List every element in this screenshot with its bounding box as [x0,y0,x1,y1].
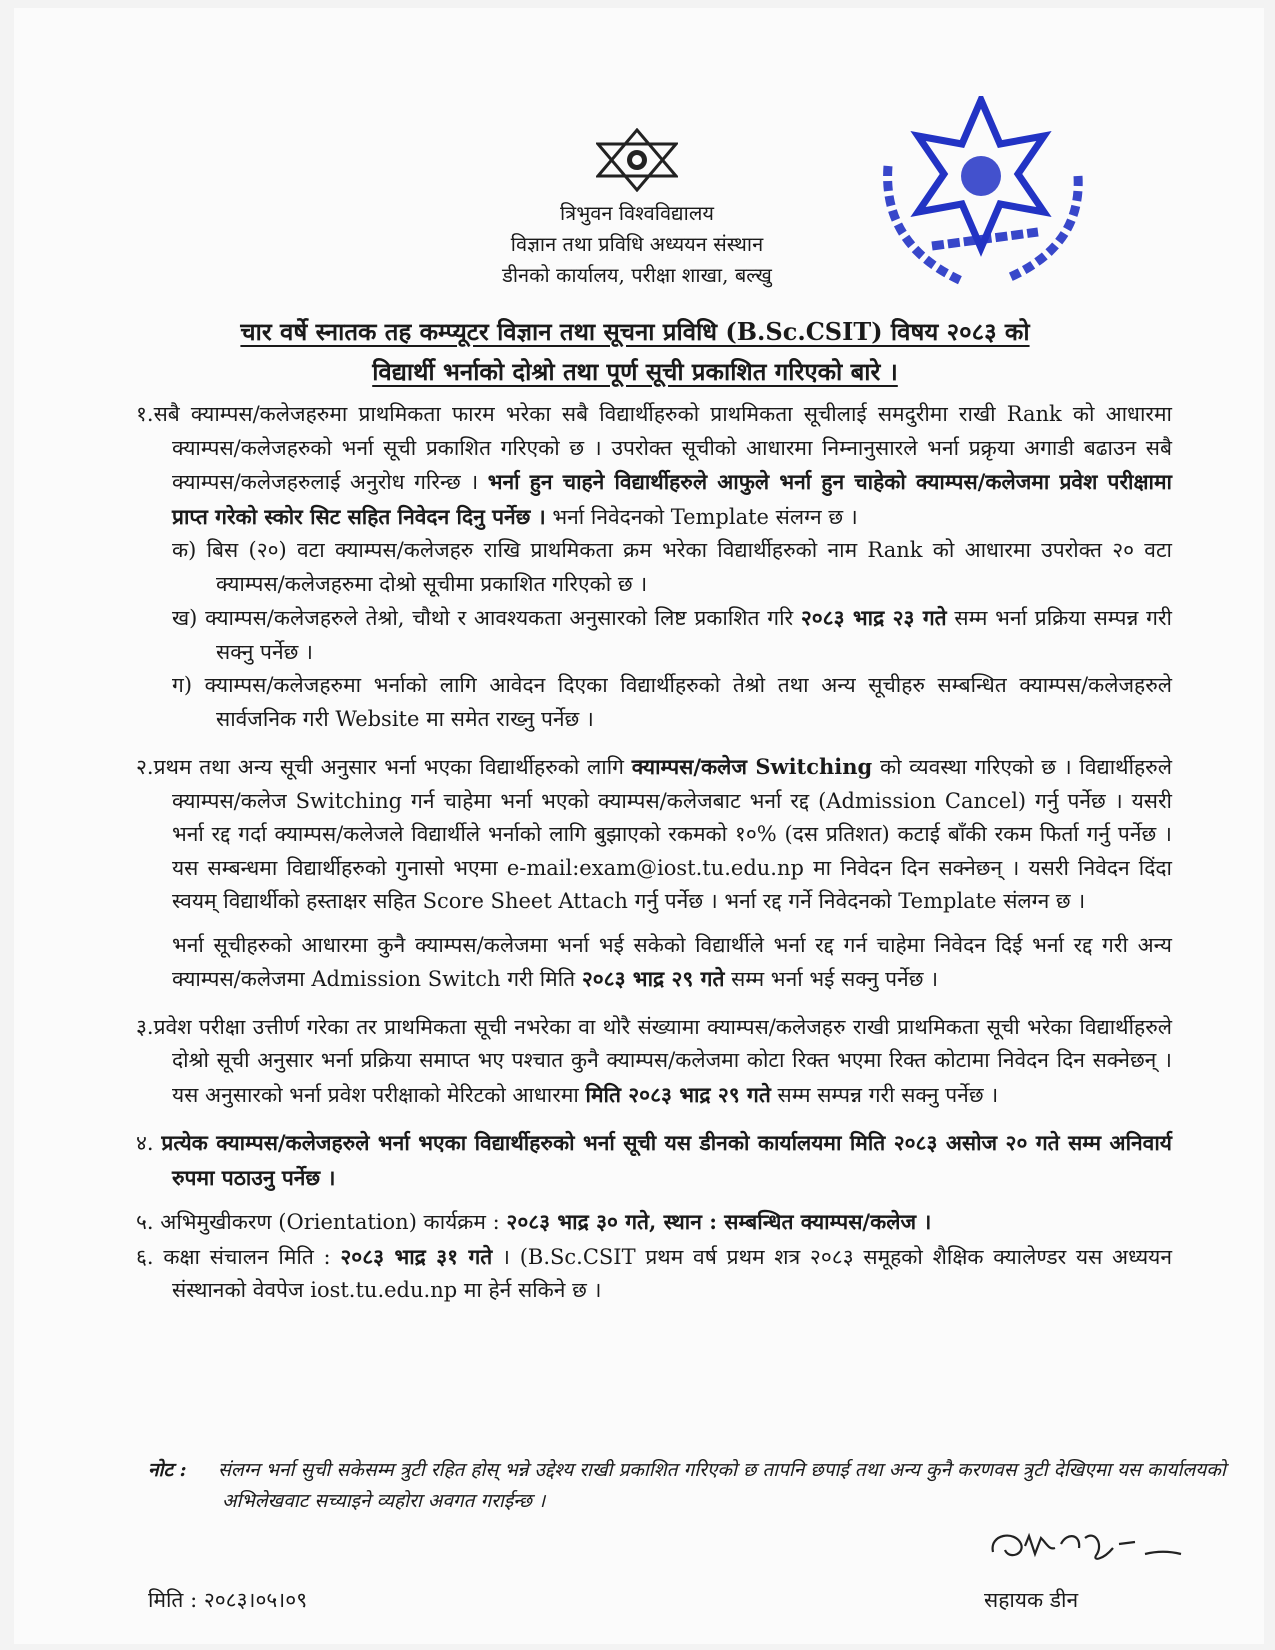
footnote [148,1455,1252,1517]
point-number: ५. [136,1210,154,1234]
handwritten-signature [985,1514,1185,1584]
title-line-2: विद्यार्थी भर्नाको दोश्रो तथा पूर्ण सूची प्रकाशित गरिएको बारे । [372,357,898,386]
point-4 [136,1126,1172,1195]
office-name: डीनको कार्यालय, परीक्षा शाखा, बल्खु [502,263,772,287]
institute-name: विज्ञान तथा प्रविधि अध्ययन संस्थान [510,232,764,256]
point-text: प्रवेश परीक्षा उत्तीर्ण गरेका तर प्राथमिकता सूची नभरेका वा थोरै संख्यामा क्याम्पस/कलेजहरु राखी प्राथमिकता सूची भरेका विद्यार्थीहरुले दोश्रो सूची अनुसार भर्ना प्रक्रिया समाप्त भए पश्चात कुनै क्याम्पस/कलेजमा कोटा रिक्त भएमा रिक्त कोटामा निवेदन दिन सक्नेछन् । यस अनुसारको भर्ना प्रवेश परीक्षाको मेरिटको आधारमा [153,1014,1172,1107]
point-text-tail: । (B.Sc.CSIT प्रथम वर्ष प्रथम शत्र २०८३ समूहको शैक्षिक क्यालेण्डर यस अध्ययन संस्थानको वेवपेज iost.tu.edu.np मा हेर्न सकिने छ । [172,1244,1172,1302]
point-emphasis: प्रत्येक क्याम्पस/कलेजहरुले भर्ना भएका विद्यार्थीहरुको भर्ना सूची यस डीनको कार्यालयमा मिति २०८३ असोज २० गते सम्म अनिवार्य रुपमा पठाउनु पर्नेछ । [161,1130,1172,1190]
note-text: संलग्न भर्ना सुची सकेसम्म त्रुटी रहित होस् भन्ने उद्देश्य राखी प्रकाशित गरिएको छ तापनि छपाई तथा अन्य कुनै करणवस त्रुटी देखिएमा यस कार्यालयको अभिलेखवाट सच्याइने व्यहोरा अवगत गराईन्छ । [218,1459,1226,1512]
point-2-continuation [136,929,1172,997]
sub-label: ख) [172,606,198,630]
point-5 [136,1205,1172,1240]
point-number: ३. [136,1014,154,1039]
point-text-tail: सम्म भर्ना भई सक्नु पर्नेछ । [724,967,939,991]
deadline-date: मिति २०८३ भाद्र २९ गते [585,1081,771,1107]
sub-text: क्याम्पस/कलेजहरुमा भर्नाको लागि आवेदन दिएका विद्यार्थीहरुको तेश्रो तथा अन्य सूचीहरु सम्बन्धित क्याम्पस/कलेजहरुले सार्वजनिक गरी Website मा समेत राख्नु पर्नेछ । [204,673,1172,731]
university-logo-icon [596,128,678,192]
point-emphasis: भर्ना हुन चाहने विद्यार्थीहरुले आफुले भर्ना हुन चाहेको क्याम्पस/कलेजमा प्रवेश परीक्षामा प्राप्त गरेको स्कोर सिट सहित निवेदन दिनु पर्नेछ । [172,469,1172,529]
point-6 [136,1240,1172,1308]
point-number: ६. [136,1244,154,1269]
institution-header [360,198,914,291]
point-number: ४. [136,1131,154,1155]
title-line-1: चार वर्षे स्नातक तह कम्प्यूटर विज्ञान तथा सूचना प्रविधि (B.Sc.CSIT) विषय २०८३ को [240,317,1030,346]
point-1a [136,534,1172,601]
note-label: नोट : [148,1459,187,1481]
sub-text: बिस (२०) वटा क्याम्पस/कलेजहरु राखि प्राथमिकता क्रम भरेका विद्यार्थीहरुको नाम Rank को आधारमा उपरोक्त २० वटा क्याम्पस/कलेजहरुमा दोश्रो सूचीमा प्रकाशित गरिएको छ । [206,538,1172,596]
issue-date: मिति : २०८३।०५।०९ [148,1588,308,1612]
point-text: भर्ना सूचीहरुको आधारमा कुनै क्याम्पस/कलेजमा भर्ना भई सकेको विद्यार्थीले भर्ना रद्द गर्न चाहेमा निवेदन दिई भर्ना रद्द गरी अन्य क्याम्पस/कलेजमा Admission Switch गरी मिति [172,932,1172,991]
point-text: कक्षा संचालन मिति : [163,1244,341,1269]
sub-label: क) [172,538,197,562]
point-number: १. [136,402,154,426]
sub-label: ग) [172,673,193,697]
point-text: प्रथम तथा अन्य सूची अनुसार भर्ना भएका विद्यार्थीहरुको लागि [153,755,632,779]
point-text: सबै क्याम्पस/कलेजहरुमा प्राथमिकता फारम भरेका सबै विद्यार्थीहरुको प्राथमिकता सूचीलाई समदुरीमा राखी Rank को आधारमा क्याम्पस/कलेजहरुको भर्ना सूची प्रकाशित गरिएको छ । उपरोक्त सूचीको आधारमा निम्नानुसारले भर्ना प्रक्रृया अगाडी बढाउन सबै क्याम्पस/कलेजहरुलाई अनुरोध गरिन्छ । [153,402,1172,494]
sub-text-tail: सम्म भर्ना प्रक्रिया सम्पन्न गरी सक्नु पर्नेछ । [216,606,1172,664]
signer-title: सहायक डीन [984,1588,1079,1612]
point-emphasis: क्याम्पस/कलेज Switching [631,754,873,779]
orientation-date: २०८३ भाद्र ३० गते, स्थान : सम्बन्धित क्याम्पस/कलेज । [506,1209,932,1234]
point-1b [136,601,1172,669]
point-text: अभिमुखीकरण (Orientation) कार्यक्रम : [160,1210,507,1234]
class-start-date: २०८३ भाद्र ३१ गते [340,1243,493,1269]
deadline-date: २०८३ भाद्र २९ गते [581,966,725,991]
point-text-tail: सम्म सम्पन्न गरी सक्नु पर्नेछ । [770,1082,999,1107]
point-number: २. [136,755,154,779]
notice-title [150,312,1120,392]
sub-text: क्याम्पस/कलेजहरुले तेश्रो, चौथो र आवश्यकता अनुसारको लिष्ट प्रकाशित गरि [205,606,801,630]
notice-body [136,398,1172,1308]
point-1c [136,669,1172,736]
point-text-tail: को व्यवस्था गरिएको छ । विद्यार्थीहरुले क्याम्पस/कलेज Switching गर्न चाहेमा भर्ना भएको क्याम्पस/कलेजबाट भर्ना रद्द (Admission Cancel) गर्नु पर्नेछ । यसरी भर्ना रद्द गर्दा क्याम्पस/कलेजले विद्यार्थीले भर्नाको लागि बुझाएको रकमको १०% (दस प्रतिशत) कटाई बाँकी रकम फिर्ता गर्नु पर्नेछ । यस सम्बन्धमा विद्यार्थीहरुको गुनासो भएमा e-mail:exam@iost.tu.edu.np मा निवेदन दिन सक्नेछन् । यसरी निवेदन दिंदा स्वयम् विद्यार्थीको हस्ताक्षर सहित Score Sheet Attach गर्नु पर्नेछ । भर्ना रद्द गर्ने निवेदनको Template संलग्न छ । [172,755,1172,913]
deadline-date: २०८३ भाद्र २३ गते [800,605,947,630]
university-name: त्रिभुवन विश्वविद्यालय [559,201,715,225]
point-text-tail: भर्ना निवेदनको Template संलग्न छ । [545,504,858,529]
point-3 [136,1011,1172,1113]
point-1 [136,398,1172,534]
point-2 [136,750,1172,919]
